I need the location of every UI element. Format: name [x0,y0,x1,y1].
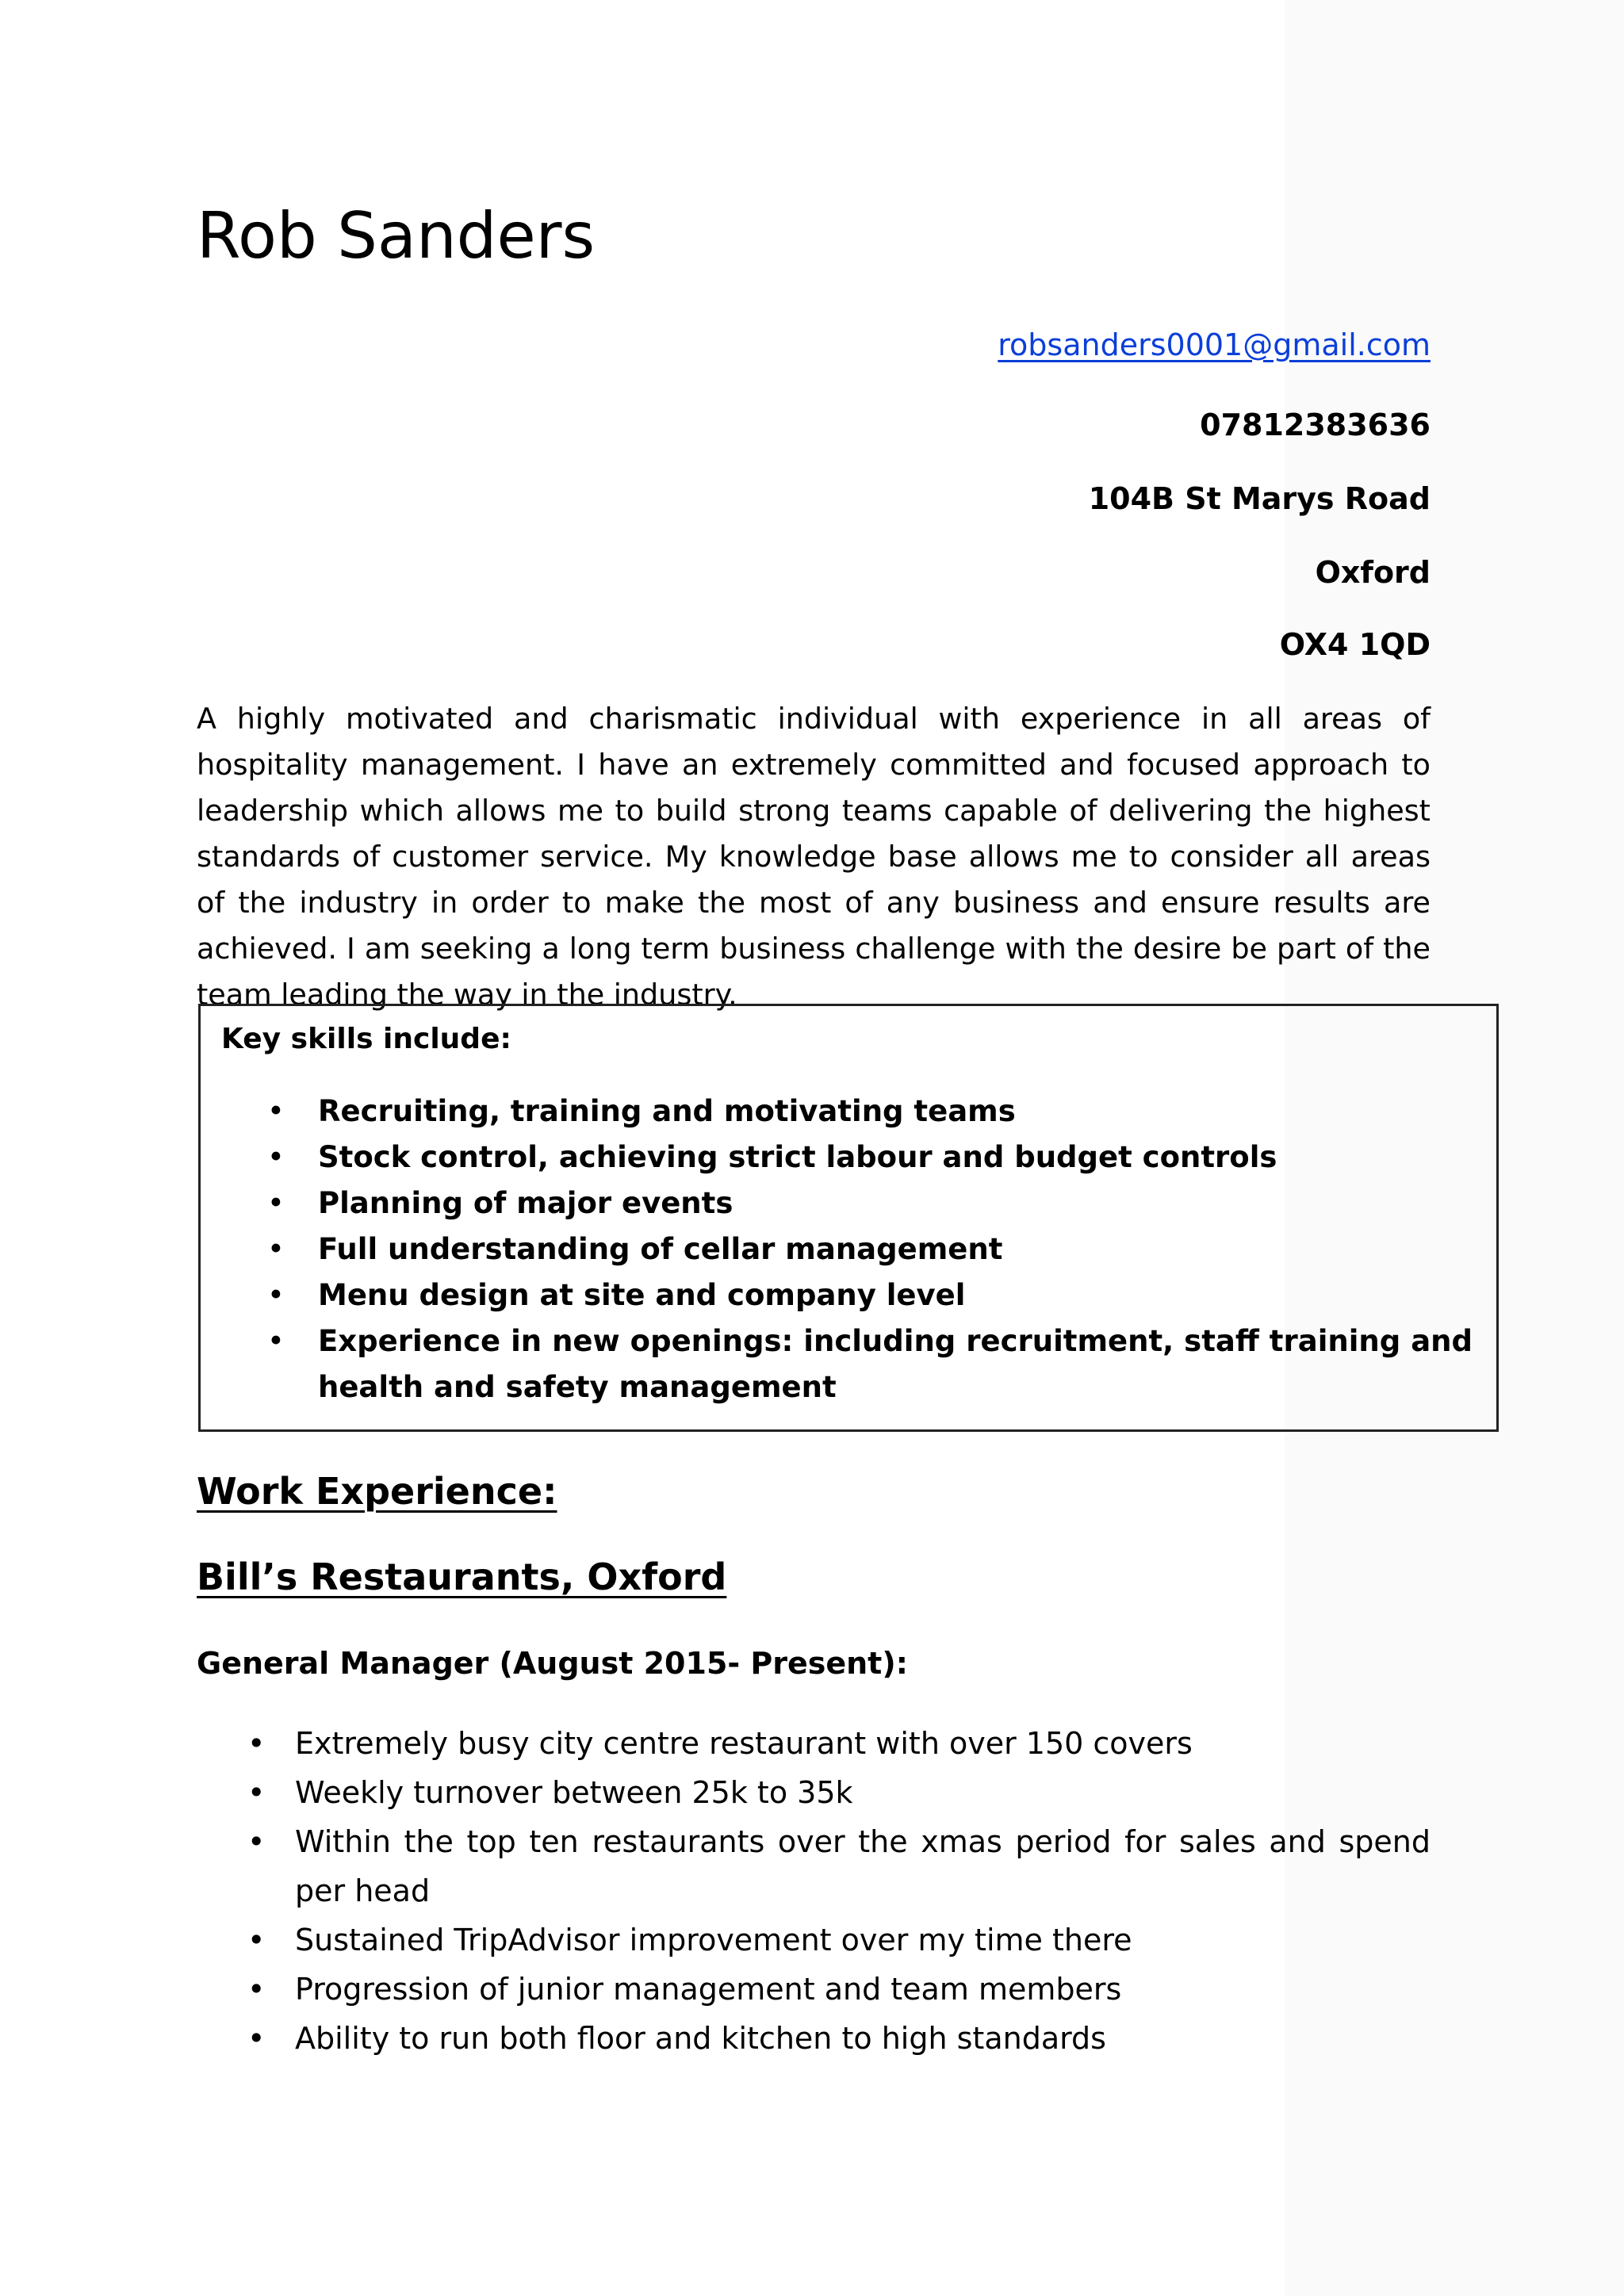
skill-text: Experience in new openings: including recruitment, staff training and health and safety management [318,1324,1473,1404]
bullet-icon: • [247,1726,266,1761]
skill-item [201,1272,1473,1318]
bullet-icon: • [247,2021,266,2056]
skill-text: Planning of major events [318,1186,733,1220]
skill-item [201,1089,1473,1135]
job-duties-list [0,1719,1431,2063]
duty-item [0,1965,1431,2014]
duty-item [0,1915,1431,1965]
duty-item [0,2014,1431,2063]
employer-heading: Bill’s Restaurants, Oxford [197,1556,727,1598]
skill-text: Stock control, achieving strict labour and budget controls [318,1140,1277,1174]
skill-item [201,1318,1473,1410]
key-skills-title: Key skills include: [221,1023,511,1055]
bullet-icon: • [267,1232,285,1266]
duty-text: Weekly turnover between 25k to 35k [295,1775,853,1810]
bullet-icon: • [267,1140,285,1174]
address-street: 104B St Marys Road [1088,481,1431,516]
duty-text: Sustained TripAdvisor improvement over my time there [295,1923,1132,1957]
skill-item [201,1135,1473,1181]
address-city: Oxford [1315,555,1431,590]
bullet-icon: • [267,1186,285,1220]
skill-item [201,1181,1473,1226]
profile-summary: A highly motivated and charismatic individual with experience in all areas of hospitality management. I have an extremely committed and focused approach to leadership which allows me to build strong teams capable of delivering the highest standards of customer service. My knowledge base allows me to consider all areas of the industry in order to make the most of any business and ensure results are achieved. I am seeking a long term business challenge with the desire be part of the team leading the way in the industry. [197,702,1431,1012]
skill-text: Full understanding of cellar management [318,1232,1003,1266]
duty-item [0,1719,1431,1768]
phone-number: 07812383636 [1200,408,1431,442]
duty-text: Within the top ten restaurants over the xmas period for sales and spend per head [295,1824,1431,1908]
duty-item [0,1768,1431,1817]
bullet-icon: • [267,1278,285,1312]
bullet-icon: • [267,1324,285,1358]
bullet-icon: • [247,1972,266,2007]
job-role-title: General Manager (August 2015- Present): [197,1646,908,1681]
duty-text: Progression of junior management and team members [295,1972,1122,2007]
key-skills-list [201,1089,1473,1410]
skill-item [201,1226,1473,1272]
bullet-icon: • [247,1824,266,1859]
candidate-name: Rob Sanders [197,199,596,273]
work-experience-heading: Work Experience: [197,1470,557,1513]
duty-item [0,1817,1431,1915]
email-link[interactable]: robsanders0001@gmail.com [998,327,1431,362]
skill-text: Menu design at site and company level [318,1278,966,1312]
bullet-icon: • [267,1094,285,1128]
duty-text: Ability to run both floor and kitchen to high standards [295,2021,1106,2056]
address-postcode: OX4 1QD [1279,627,1431,662]
bullet-icon: • [247,1775,266,1810]
key-skills-box [198,1004,1499,1432]
bullet-icon: • [247,1923,266,1957]
skill-text: Recruiting, training and motivating teams [318,1094,1016,1128]
duty-text: Extremely busy city centre restaurant with over 150 covers [295,1726,1193,1761]
